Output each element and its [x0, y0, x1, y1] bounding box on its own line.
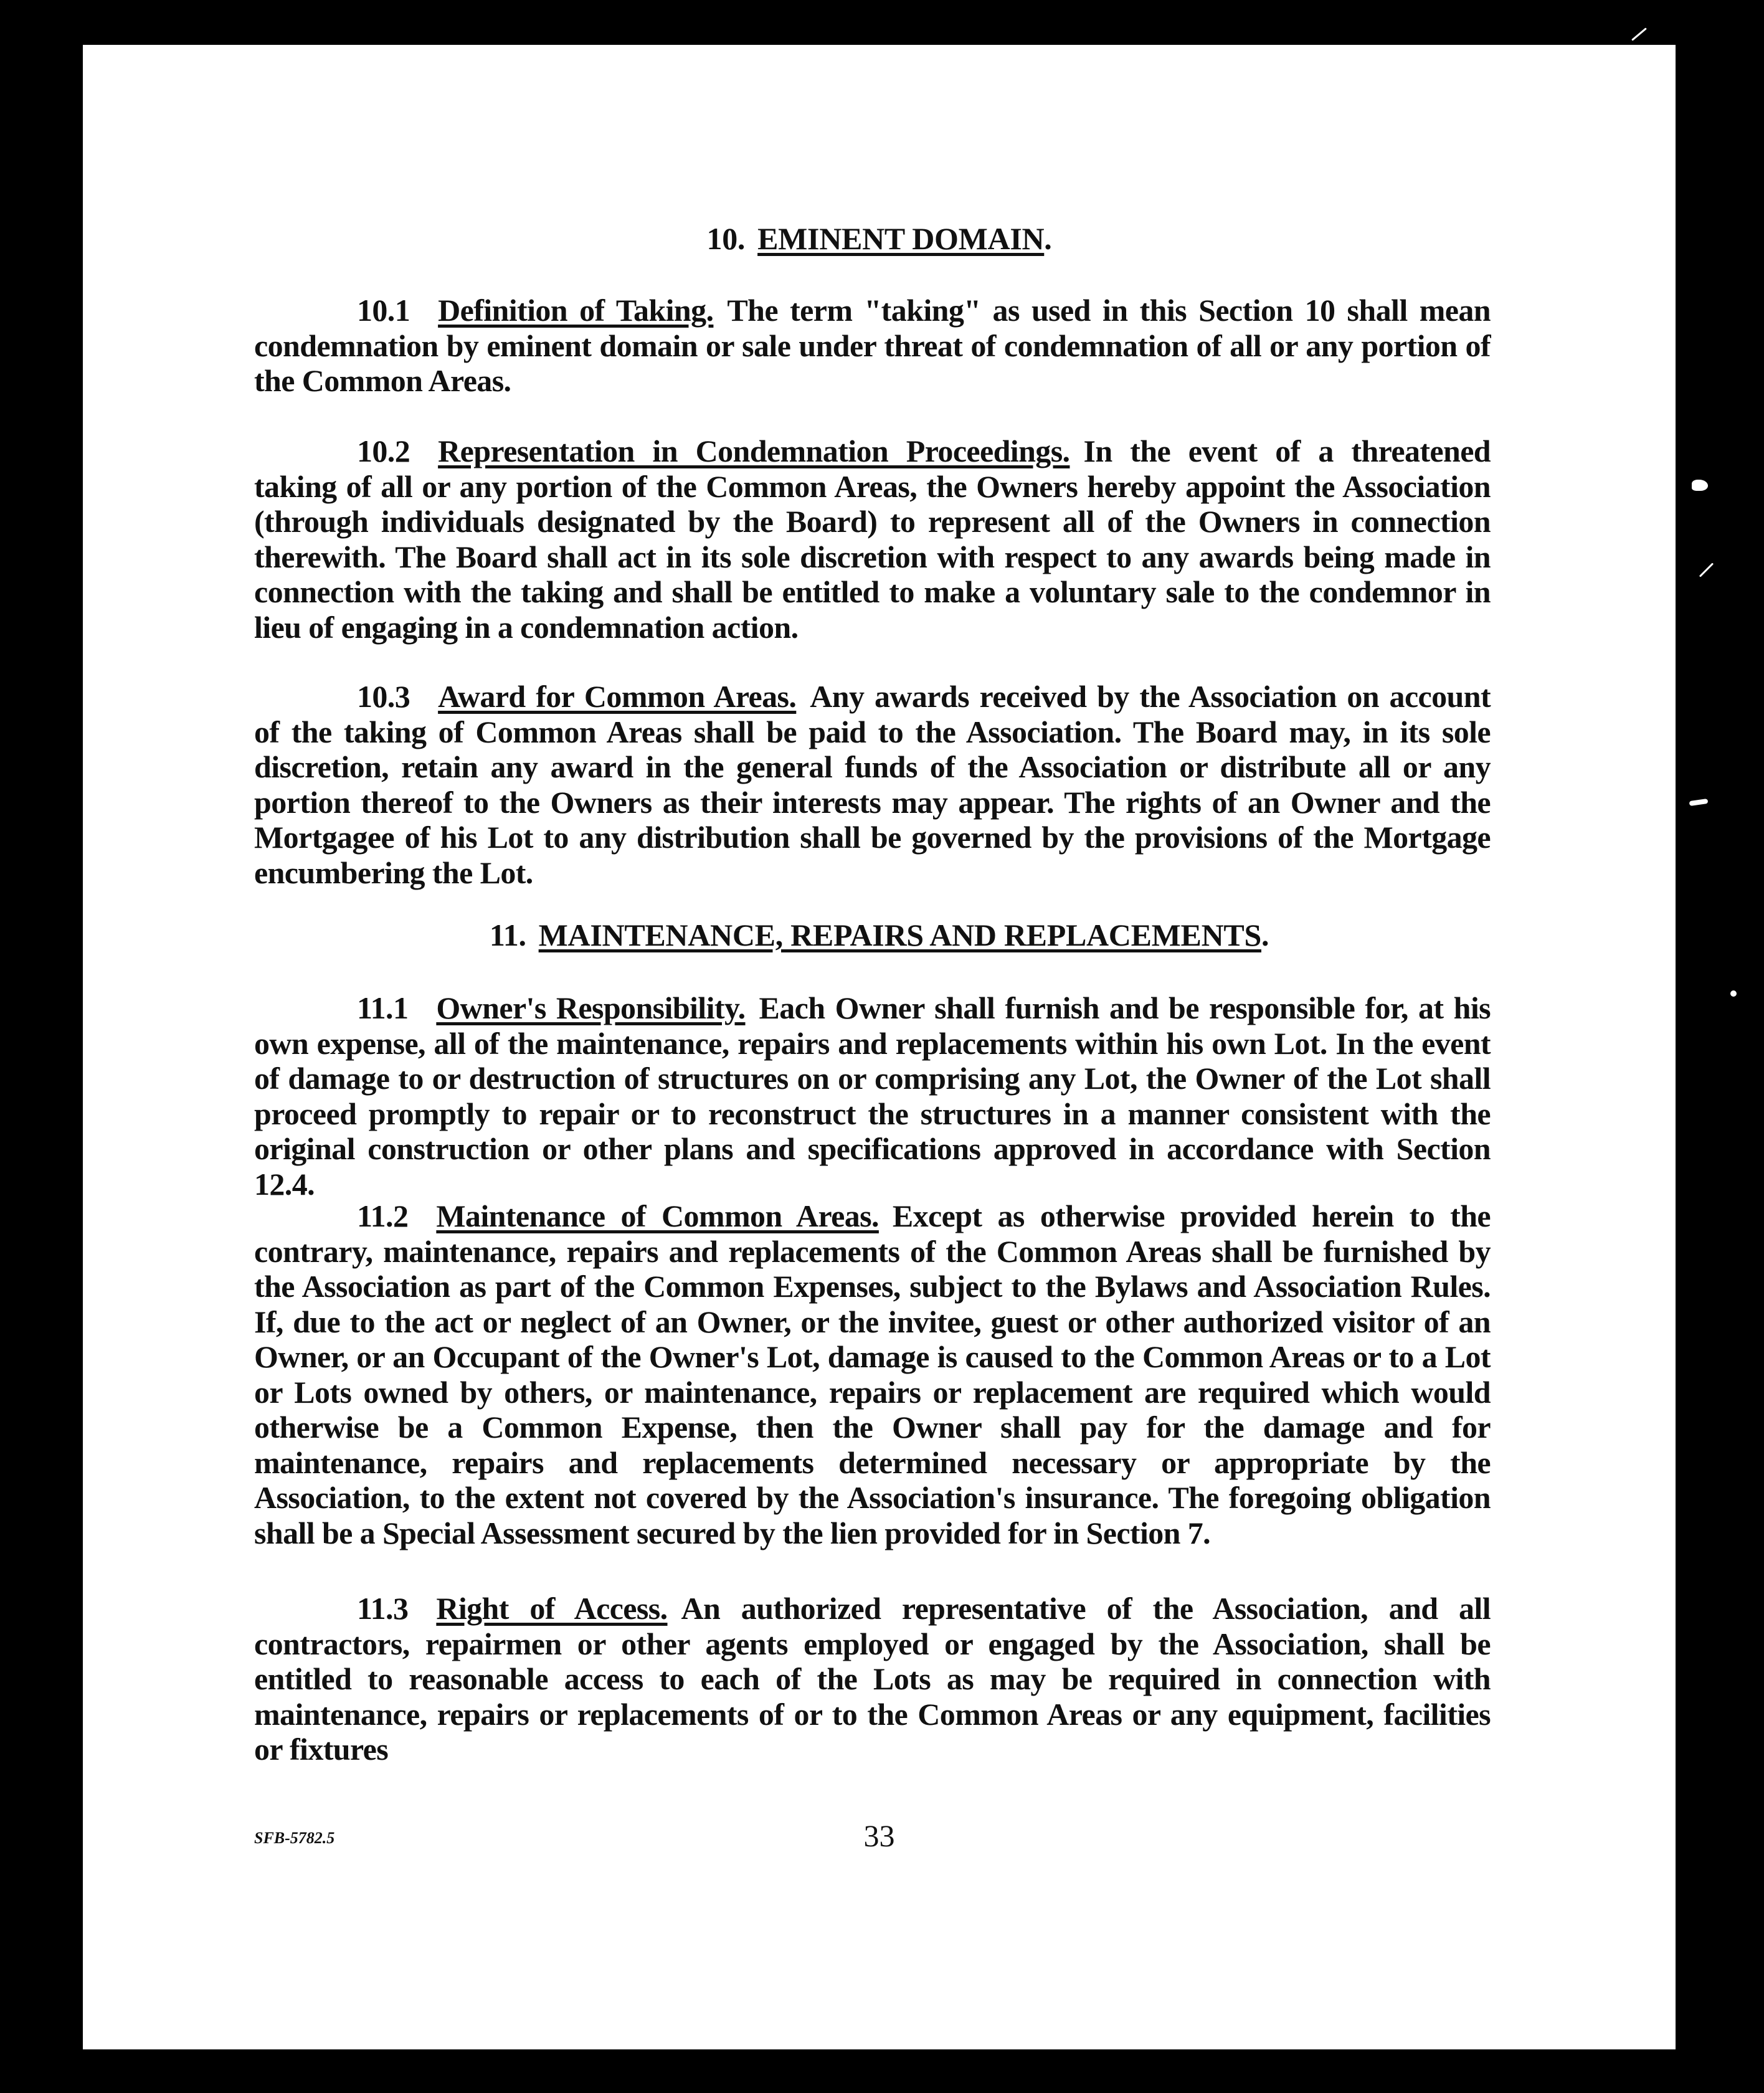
- paragraph-number: 10.3: [357, 679, 410, 714]
- section-title: EMINENT DOMAIN: [757, 221, 1045, 256]
- paragraph-11-3: [254, 1591, 1491, 1767]
- page-number: 33: [863, 1818, 895, 1853]
- paragraph-number: 11.2: [357, 1198, 409, 1233]
- paragraph-title: Maintenance of Common Areas.: [436, 1198, 879, 1233]
- paragraph-number: 11.1: [357, 990, 409, 1025]
- section-number: 11.: [489, 918, 526, 952]
- scan-speck: [1699, 562, 1714, 577]
- paragraph-number: 11.3: [357, 1591, 409, 1626]
- paragraph-10-1: [254, 293, 1491, 399]
- paragraph-11-2: [254, 1198, 1491, 1550]
- section-title-period: .: [1261, 918, 1269, 952]
- paragraph-title: Owner's Responsibility.: [436, 990, 746, 1025]
- scan-speck: [1689, 799, 1709, 806]
- paragraph-title: Representation in Condemnation Proceedings.: [438, 434, 1070, 468]
- paragraph-title: Right of Access.: [436, 1591, 668, 1626]
- paragraph-text: Any awards received by the Association on account of the taking of Common Areas shall be paid to the Association. The Board may, in its sole discretion, retain any award in the general funds of the Association or distribute all or any portion thereof to the Owners as their interests may appear. The rights of an Owner and the Mortgagee of his Lot to any distribution shall be governed by the provisions of the Mortgage encumbering the Lot.: [254, 679, 1491, 890]
- scan-speck: [1631, 27, 1647, 41]
- paragraph-10-3: [254, 679, 1491, 890]
- section-number: 10.: [706, 221, 746, 256]
- paragraph-text: An authorized representative of the Association, and all contractors, repairmen or other agents employed or engaged by the Association, shall be entitled to reasonable access to each of the Lots as may be required in connection with maintenance, repairs or replacements of or to the Common Areas or any equipment, facilities or fixtures: [254, 1591, 1491, 1767]
- section-title-period: .: [1044, 221, 1052, 256]
- section-heading-10: [83, 221, 1676, 257]
- paragraph-number: 10.1: [357, 293, 410, 328]
- paragraph-title: Definition of Taking.: [438, 293, 714, 328]
- paragraph-text: Except as otherwise provided herein to the contrary, maintenance, repairs and replacements of the Common Areas shall be furnished by the Association as part of the Common Expenses, subject to the Bylaws and Association Rules. If, due to the act or neglect of an Owner, or the invitee, guest or other authorized visitor of an Owner, or an Occupant of the Owner's Lot, damage is caused to the Common Areas or to a Lot or Lots owned by others, or maintenance, repairs or replacement are required which would otherwise be a Common Expense, then the Owner shall pay for the damage and for maintenance, repairs and replacements determined necessary or appropriate by the Association, to the extent not covered by the Association's insurance. The foregoing obligation shall be a Special Assessment secured by the lien provided for in Section 7.: [254, 1198, 1491, 1550]
- document-code: SFB-5782.5: [254, 1829, 335, 1847]
- paragraph-text: In the event of a threatened taking of all or any portion of the Common Areas, the Owners hereby appoint the Association (through individuals designated by the Board) to represent all of the Owners in connection therewith. The Board shall act in its sole discretion with respect to any awards being made in connection with the taking and shall be entitled to make a voluntary sale to the condemnor in lieu of engaging in a condemnation action.: [254, 434, 1491, 645]
- section-heading-11: [83, 917, 1676, 953]
- paragraph-text: The term "taking" as used in this Section 10 shall mean condemnation by eminent domain or sale under threat of condemnation of all or any portion of the Common Areas.: [254, 293, 1491, 398]
- paragraph-11-1: [254, 990, 1491, 1202]
- paragraph-10-2: [254, 434, 1491, 645]
- scan-speck: [1730, 990, 1737, 997]
- paragraph-text: Each Owner shall furnish and be responsible for, at his own expense, all of the maintenance, repairs and replacements within his own Lot. In the event of damage to or destruction of structures on or comprising any Lot, the Owner of the Lot shall proceed promptly to repair or to reconstruct the structures in a manner consistent with the original construction or other plans and specifications approved in accordance with Section 12.4.: [254, 990, 1491, 1202]
- section-title: MAINTENANCE, REPAIRS AND REPLACEMENTS: [538, 918, 1261, 952]
- scan-speck: [1692, 480, 1708, 491]
- paragraph-number: 10.2: [357, 434, 410, 468]
- document-page: [83, 45, 1676, 2049]
- paragraph-title: Award for Common Areas.: [438, 679, 797, 714]
